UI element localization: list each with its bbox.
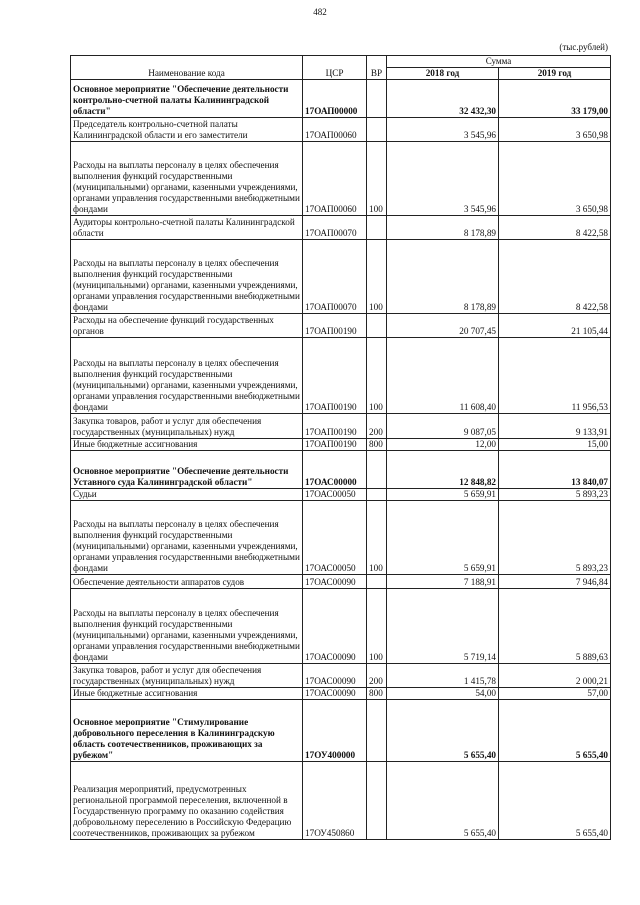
- row-vr-cell: [367, 575, 387, 589]
- row-name-cell: Расходы на выплаты персоналу в целях обеспечения выполнения функций государственными (муниципальными) органами, казенными учреждениями, органами управления государственными внебюджетными фондами: [71, 338, 303, 414]
- row-csr-cell: 17ОАП00070: [303, 240, 367, 314]
- row-2019-cell: 5 893,23: [499, 489, 611, 501]
- row-vr-cell: [367, 118, 387, 142]
- row-name-cell: Судьи: [71, 489, 303, 501]
- row-vr-cell: [367, 80, 387, 118]
- table-row: [71, 762, 611, 840]
- row-2019-cell: 21 105,44: [499, 314, 611, 338]
- row-csr-cell: 17ОАП00000: [303, 80, 367, 118]
- row-2019-cell: 8 422,58: [499, 216, 611, 240]
- table-row: [71, 589, 611, 664]
- row-name-cell: Основное мероприятие "Обеспечение деятельности контрольно-счетной палаты Калининградской области": [71, 80, 303, 118]
- row-2019-cell: 3 650,98: [499, 142, 611, 216]
- table-row: [71, 501, 611, 575]
- row-2018-cell: 9 087,05: [387, 414, 499, 439]
- row-vr-cell: [367, 314, 387, 338]
- row-name-cell: Основное мероприятие "Стимулирование добровольного переселения в Калининградскую область соотечественников, проживающих за рубежом": [71, 700, 303, 762]
- row-2019-cell: 5 893,23: [499, 501, 611, 575]
- header-name: Наименование кода: [71, 56, 303, 80]
- row-csr-cell: 17ОАС00090: [303, 589, 367, 664]
- header-year-2018: 2018 год: [387, 68, 499, 80]
- row-2019-cell: 2 000,21: [499, 664, 611, 688]
- row-csr-cell: 17ОАП00190: [303, 314, 367, 338]
- row-2019-cell: 5 889,63: [499, 589, 611, 664]
- row-2018-cell: 5 655,40: [387, 700, 499, 762]
- row-2019-cell: 57,00: [499, 688, 611, 700]
- row-vr-cell: [367, 762, 387, 840]
- budget-table: [70, 55, 611, 840]
- row-vr-cell: [367, 700, 387, 762]
- row-vr-cell: 800: [367, 439, 387, 451]
- table-row: [71, 240, 611, 314]
- row-vr-cell: [367, 451, 387, 489]
- row-csr-cell: 17ОАС00090: [303, 664, 367, 688]
- row-name-cell: Реализация мероприятий, предусмотренных региональной программой переселения, включенной в Государственную программу по оказанию содействия добровольному переселению в Российскую Федерацию соотечественников, проживающих за рубежом: [71, 762, 303, 840]
- table-row: [71, 314, 611, 338]
- row-2018-cell: 5 655,40: [387, 762, 499, 840]
- row-2018-cell: 54,00: [387, 688, 499, 700]
- row-vr-cell: 100: [367, 589, 387, 664]
- row-name-cell: Иные бюджетные ассигнования: [71, 688, 303, 700]
- table-row: [71, 338, 611, 414]
- row-csr-cell: 17ОАС00090: [303, 575, 367, 589]
- row-2019-cell: 8 422,58: [499, 240, 611, 314]
- row-2019-cell: 33 179,00: [499, 80, 611, 118]
- row-vr-cell: [367, 216, 387, 240]
- row-name-cell: Основное мероприятие "Обеспечение деятельности Уставного суда Калининградской области": [71, 451, 303, 489]
- row-csr-cell: 17ОАС00050: [303, 489, 367, 501]
- row-vr-cell: 200: [367, 664, 387, 688]
- row-2019-cell: 11 956,53: [499, 338, 611, 414]
- row-2018-cell: 32 432,30: [387, 80, 499, 118]
- row-2019-cell: 7 946,84: [499, 575, 611, 589]
- row-2018-cell: 1 415,78: [387, 664, 499, 688]
- row-2018-cell: 12,00: [387, 439, 499, 451]
- table-row: [71, 664, 611, 688]
- row-name-cell: Обеспечение деятельности аппаратов судов: [71, 575, 303, 589]
- units-label: (тыс.рублей): [559, 42, 608, 52]
- header-sum: Сумма: [387, 56, 611, 68]
- row-name-cell: Закупка товаров, работ и услуг для обеспечения государственных (муниципальных) нужд: [71, 414, 303, 439]
- row-2019-cell: 5 655,40: [499, 700, 611, 762]
- header-year-2019: 2019 год: [499, 68, 611, 80]
- row-2019-cell: 3 650,98: [499, 118, 611, 142]
- row-vr-cell: 100: [367, 142, 387, 216]
- row-csr-cell: 17ОАП00070: [303, 216, 367, 240]
- header-csr: ЦСР: [303, 56, 367, 80]
- row-csr-cell: 17ОУ450860: [303, 762, 367, 840]
- row-2019-cell: 9 133,91: [499, 414, 611, 439]
- table-row: [71, 700, 611, 762]
- table-row: [71, 439, 611, 451]
- row-name-cell: Аудиторы контрольно-счетной палаты Калининградской области: [71, 216, 303, 240]
- table-row: [71, 142, 611, 216]
- row-2018-cell: 11 608,40: [387, 338, 499, 414]
- row-2018-cell: 8 178,89: [387, 216, 499, 240]
- table-row: [71, 489, 611, 501]
- row-2019-cell: 15,00: [499, 439, 611, 451]
- table-row: [71, 451, 611, 489]
- row-2018-cell: 5 659,91: [387, 489, 499, 501]
- row-name-cell: Председатель контрольно-счетной палаты Калининградской области и его заместители: [71, 118, 303, 142]
- header-vr: ВР: [367, 56, 387, 80]
- table-row: [71, 118, 611, 142]
- row-2018-cell: 3 545,96: [387, 142, 499, 216]
- row-name-cell: Расходы на выплаты персоналу в целях обеспечения выполнения функций государственными (муниципальными) органами, казенными учреждениями, органами управления государственными внебюджетными фондами: [71, 142, 303, 216]
- row-2018-cell: 7 188,91: [387, 575, 499, 589]
- row-csr-cell: 17ОАП00190: [303, 439, 367, 451]
- row-csr-cell: 17ОАП00060: [303, 118, 367, 142]
- row-2018-cell: 5 719,14: [387, 589, 499, 664]
- row-csr-cell: 17ОАС00090: [303, 688, 367, 700]
- row-name-cell: Расходы на обеспечение функций государственных органов: [71, 314, 303, 338]
- table-body: [71, 80, 611, 840]
- row-csr-cell: 17ОАП00190: [303, 338, 367, 414]
- row-vr-cell: 200: [367, 414, 387, 439]
- row-2018-cell: 5 659,91: [387, 501, 499, 575]
- row-csr-cell: 17ОАС00050: [303, 501, 367, 575]
- row-name-cell: Расходы на выплаты персоналу в целях обеспечения выполнения функций государственными (муниципальными) органами, казенными учреждениями, органами управления государственными внебюджетными фондами: [71, 589, 303, 664]
- table-row: [71, 688, 611, 700]
- table-row: [71, 575, 611, 589]
- row-2018-cell: 20 707,45: [387, 314, 499, 338]
- row-vr-cell: 800: [367, 688, 387, 700]
- row-2019-cell: 5 655,40: [499, 762, 611, 840]
- row-name-cell: Закупка товаров, работ и услуг для обеспечения государственных (муниципальных) нужд: [71, 664, 303, 688]
- row-csr-cell: 17ОАС00000: [303, 451, 367, 489]
- table-row: [71, 414, 611, 439]
- row-2018-cell: 8 178,89: [387, 240, 499, 314]
- row-2019-cell: 13 840,07: [499, 451, 611, 489]
- row-2018-cell: 12 848,82: [387, 451, 499, 489]
- table-header: [71, 56, 611, 80]
- row-name-cell: Расходы на выплаты персоналу в целях обеспечения выполнения функций государственными (муниципальными) органами, казенными учреждениями, органами управления государственными внебюджетными фондами: [71, 501, 303, 575]
- row-2018-cell: 3 545,96: [387, 118, 499, 142]
- row-vr-cell: 100: [367, 501, 387, 575]
- row-name-cell: Иные бюджетные ассигнования: [71, 439, 303, 451]
- row-csr-cell: 17ОУ400000: [303, 700, 367, 762]
- row-csr-cell: 17ОАП00190: [303, 414, 367, 439]
- row-vr-cell: 100: [367, 240, 387, 314]
- row-name-cell: Расходы на выплаты персоналу в целях обеспечения выполнения функций государственными (муниципальными) органами, казенными учреждениями, органами управления государственными внебюджетными фондами: [71, 240, 303, 314]
- table-row: [71, 80, 611, 118]
- page-number: 482: [313, 7, 327, 17]
- row-vr-cell: [367, 489, 387, 501]
- row-csr-cell: 17ОАП00060: [303, 142, 367, 216]
- table-row: [71, 216, 611, 240]
- row-vr-cell: 100: [367, 338, 387, 414]
